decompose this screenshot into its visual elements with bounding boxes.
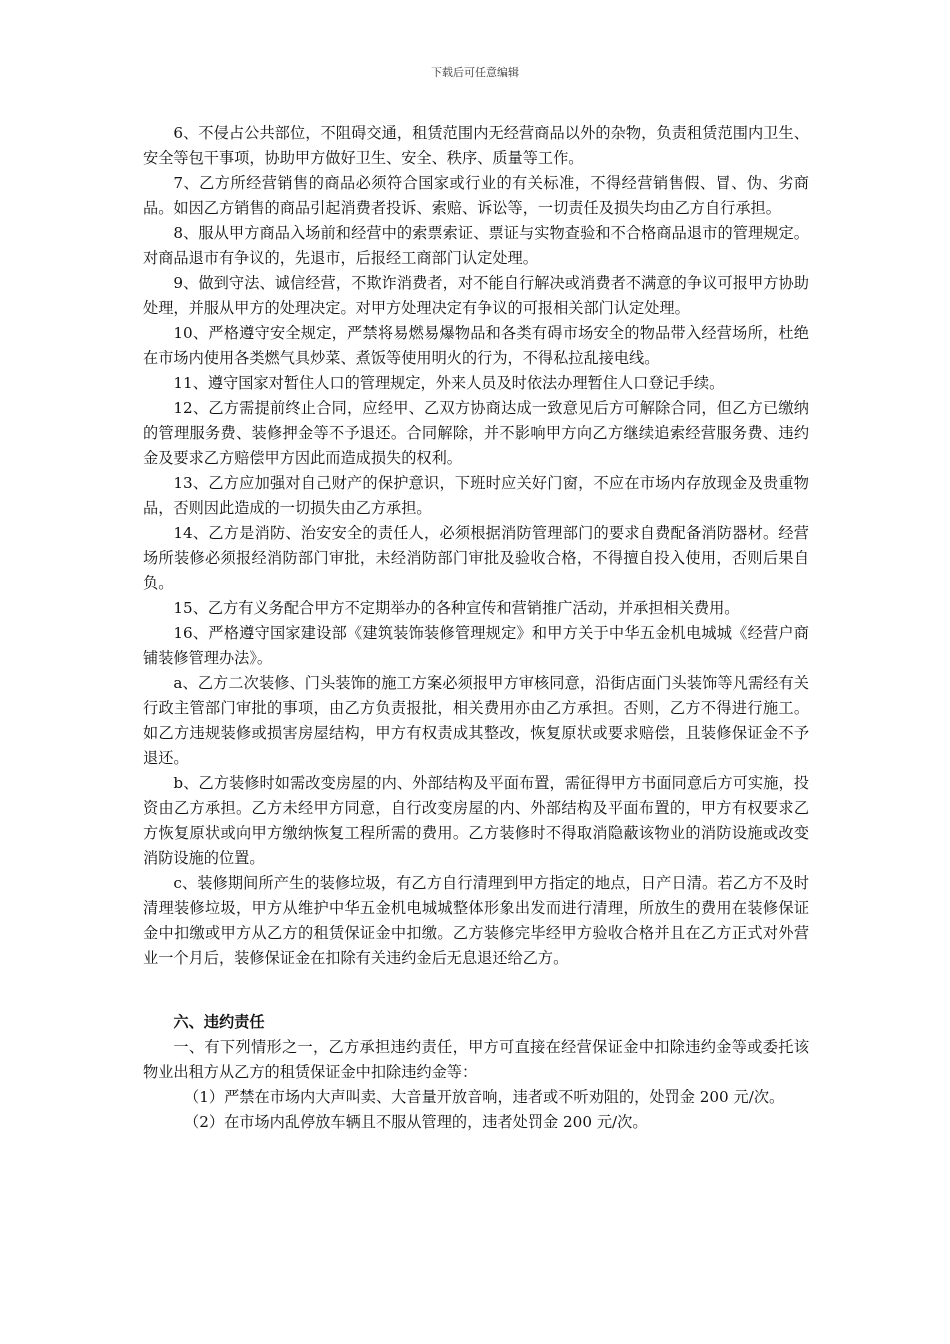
clause-8: 8、服从甲方商品入场前和经营中的索票索证、票证与实物查验和不合格商品退市的管理规定。对商品退市有争议的，先退市，后报经工商部门认定处理。	[143, 224, 809, 267]
clause-16-a: a、乙方二次装修、门头装饰的施工方案必须报甲方审核同意，沿街店面门头装饰等凡需经有关行政主管部门审批的事项，由乙方负责报批，相关费用亦由乙方承担。否则，乙方不得进行施工。如乙方违规装修或损害房屋结构，甲方有权责成其整改，恢复原状或要求赔偿，且装修保证金不予退还。	[143, 674, 809, 767]
breach-item-2: （2）在市场内乱停放车辆且不服从管理的，违者处罚金 200 元/次。	[184, 1113, 648, 1131]
clause-6: 6、不侵占公共部位，不阻碍交通，租赁范围内无经营商品以外的杂物，负责租赁范围内卫生、安全等包干事项，协助甲方做好卫生、安全、秩序、质量等工作。	[143, 124, 809, 167]
clause-16: 16、严格遵守国家建设部《建筑装饰装修管理规定》和甲方关于中华五金机电城城《经营户商铺装修管理办法》。	[143, 624, 809, 667]
document-body	[143, 121, 809, 1135]
clause-14: 14、乙方是消防、治安安全的责任人，必须根据消防管理部门的要求自费配备消防器材。经营场所装修必须报经消防部门审批，未经消防部门审批及验收合格，不得擅自投入使用，否则后果自负。	[143, 524, 809, 592]
section-spacer	[143, 971, 809, 1010]
section-heading: 六、违约责任	[173, 1013, 265, 1031]
clause-16-c: c、装修期间所产生的装修垃圾，有乙方自行清理到甲方指定的地点，日产日清。若乙方不及时清理装修垃圾，甲方从维护中华五金机电城城整体形象出发而进行清理，所放生的费用在装修保证金中扣缴或甲方从乙方的租赁保证金中扣缴。乙方装修完毕经甲方验收合格并且在乙方正式对外营业一个月后，装修保证金在扣除有关违约金后无息退还给乙方。	[143, 874, 809, 967]
clause-7: 7、乙方所经营销售的商品必须符合国家或行业的有关标准，不得经营销售假、冒、伪、劣商品。如因乙方销售的商品引起消费者投诉、索赔、诉讼等，一切责任及损失均由乙方自行承担。	[143, 174, 809, 217]
breach-intro: 一、有下列情形之一，乙方承担违约责任，甲方可直接在经营保证金中扣除违约金等或委托该物业出租方从乙方的租赁保证金中扣除违约金等：	[143, 1038, 809, 1081]
clause-13: 13、乙方应加强对自己财产的保护意识，下班时应关好门窗，不应在市场内存放现金及贵重物品，否则因此造成的一切损失由乙方承担。	[143, 474, 809, 517]
clause-15: 15、乙方有义务配合甲方不定期举办的各种宣传和营销推广活动，并承担相关费用。	[173, 599, 740, 617]
breach-item-1: （1）严禁在市场内大声叫卖、大音量开放音响，违者或不听劝阻的，处罚金 200 元/次。	[184, 1088, 785, 1106]
page-header: 下载后可任意编辑	[431, 66, 519, 79]
clause-12: 12、乙方需提前终止合同，应经甲、乙双方协商达成一致意见后方可解除合同，但乙方已缴纳的管理服务费、装修押金等不予退还。合同解除，并不影响甲方向乙方继续追索经营服务费、违约金及要求乙方赔偿甲方因此而造成损失的权利。	[143, 399, 809, 467]
clause-9: 9、做到守法、诚信经营，不欺诈消费者，对不能自行解决或消费者不满意的争议可报甲方协助处理，并服从甲方的处理决定。对甲方处理决定有争议的可报相关部门认定处理。	[143, 274, 809, 317]
clause-10: 10、严格遵守安全规定，严禁将易燃易爆物品和各类有碍市场安全的物品带入经营场所，杜绝在市场内使用各类燃气具炒菜、煮饭等使用明火的行为，不得私拉乱接电线。	[143, 324, 809, 367]
clause-16-b: b、乙方装修时如需改变房屋的内、外部结构及平面布置，需征得甲方书面同意后方可实施，投资由乙方承担。乙方未经甲方同意，自行改变房屋的内、外部结构及平面布置的，甲方有权要求乙方恢复原状或向甲方缴纳恢复工程所需的费用。乙方装修时不得取消隐蔽该物业的消防设施或改变消防设施的位置。	[143, 774, 809, 867]
clause-11: 11、遵守国家对暂住人口的管理规定，外来人员及时依法办理暂住人口登记手续。	[173, 374, 725, 392]
